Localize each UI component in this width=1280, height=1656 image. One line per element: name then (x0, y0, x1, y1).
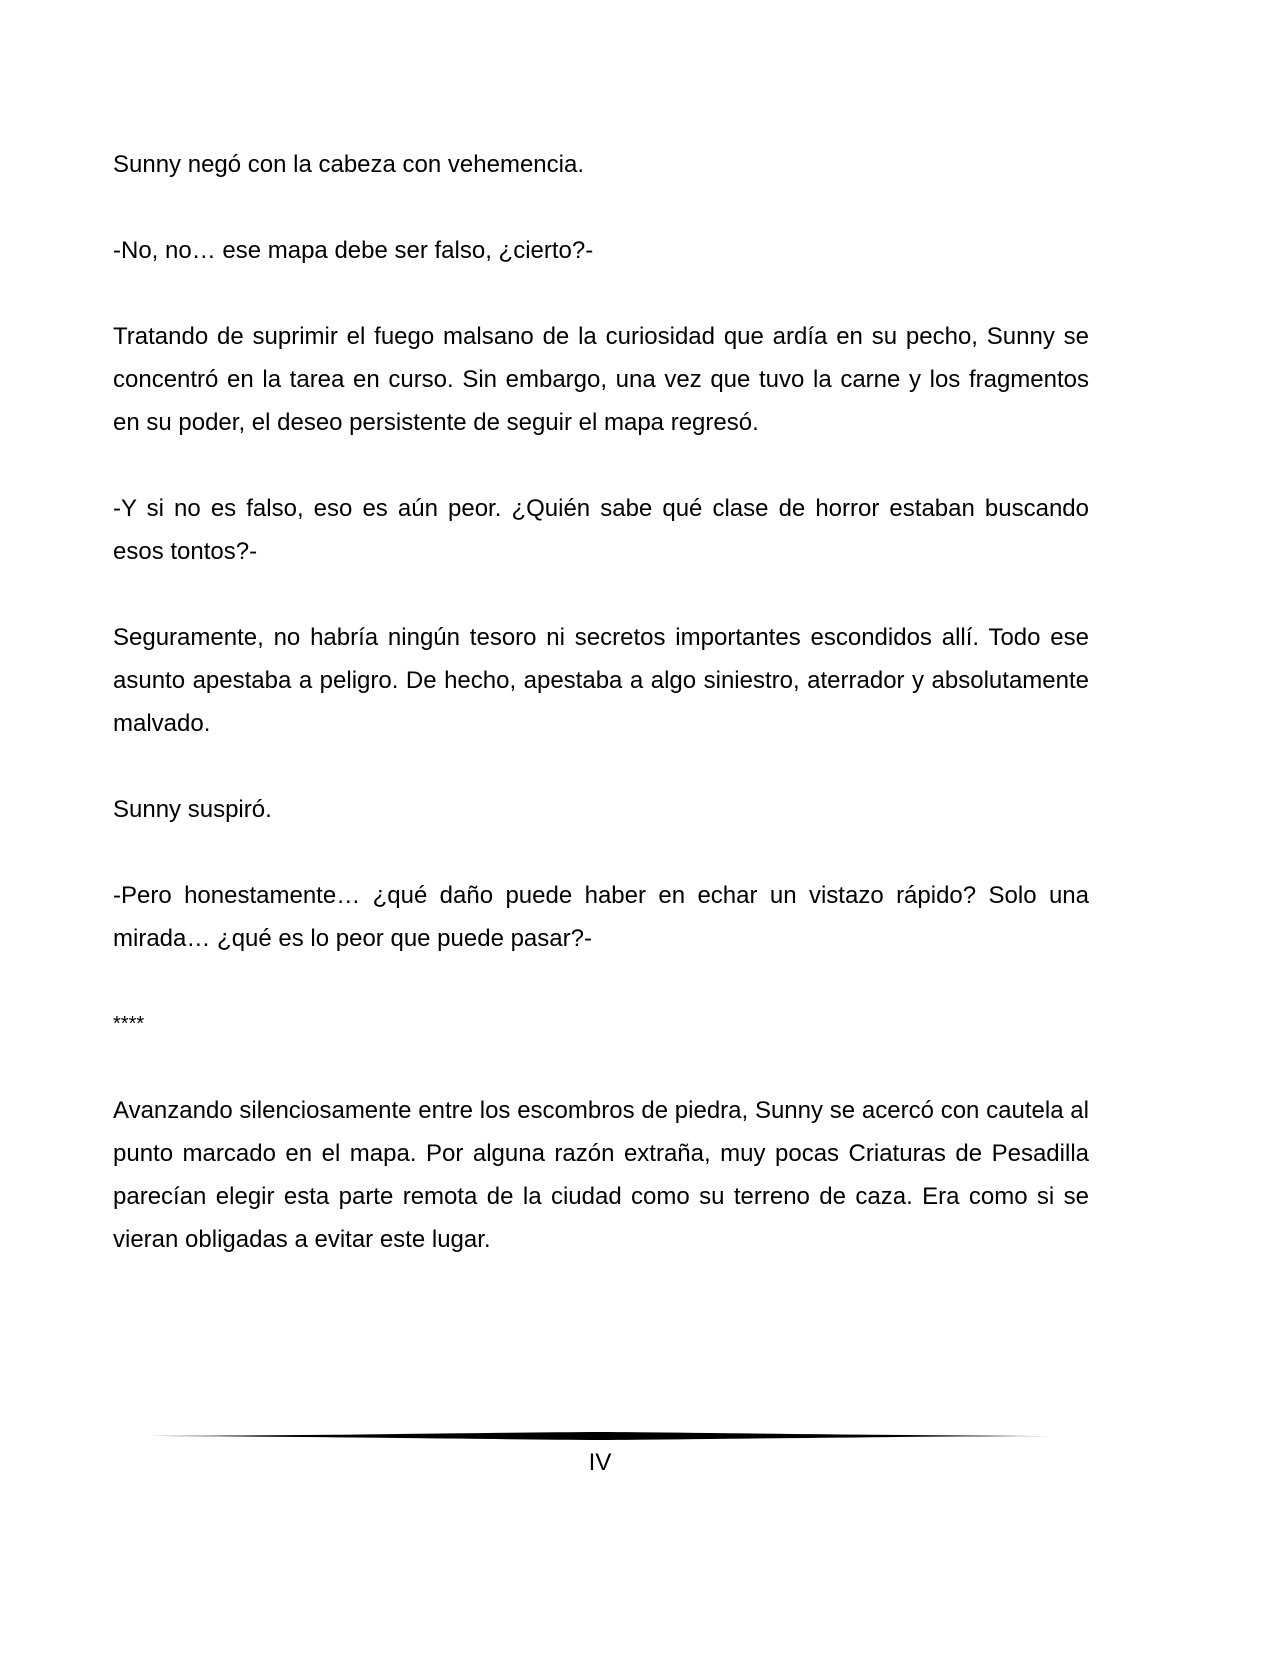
scene-break: **** (113, 1013, 145, 1035)
paragraph: -No, no… ese mapa debe ser falso, ¿cierto?- (113, 237, 594, 264)
paragraph: -Y si no es falso, eso es aún peor. ¿Quién sabe qué clase de horror estaban buscando esos tontos?- (113, 495, 1089, 565)
footer-divider (150, 1431, 1050, 1441)
paragraph: Sunny suspiró. (113, 796, 272, 823)
paragraph: Avanzando silenciosamente entre los escombros de piedra, Sunny se acercó con cautela al punto marcado en el mapa. Por alguna razón extraña, muy pocas Criaturas de Pesadilla parecían elegir esta parte remota de la ciudad como su terreno de caza. Era como si se vieran obligadas a evitar este lugar. (113, 1097, 1089, 1253)
paragraph: Seguramente, no habría ningún tesoro ni secretos importantes escondidos allí. Todo ese asunto apestaba a peligro. De hecho, apestaba a algo siniestro, aterrador y absolutamente malvado. (113, 624, 1089, 737)
paragraph: Sunny negó con la cabeza con vehemencia. (113, 151, 584, 178)
paragraph: Tratando de suprimir el fuego malsano de la curiosidad que ardía en su pecho, Sunny se concentró en la tarea en curso. Sin embargo, una vez que tuvo la carne y los fragmentos en su poder, el deseo persistente de seguir el mapa regresó. (113, 323, 1089, 436)
paragraph: -Pero honestamente… ¿qué daño puede haber en echar un vistazo rápido? Solo una mirada… ¿qué es lo peor que puede pasar?- (113, 882, 1089, 952)
body-text (113, 143, 1089, 1304)
page-number: IV (588, 1449, 612, 1476)
